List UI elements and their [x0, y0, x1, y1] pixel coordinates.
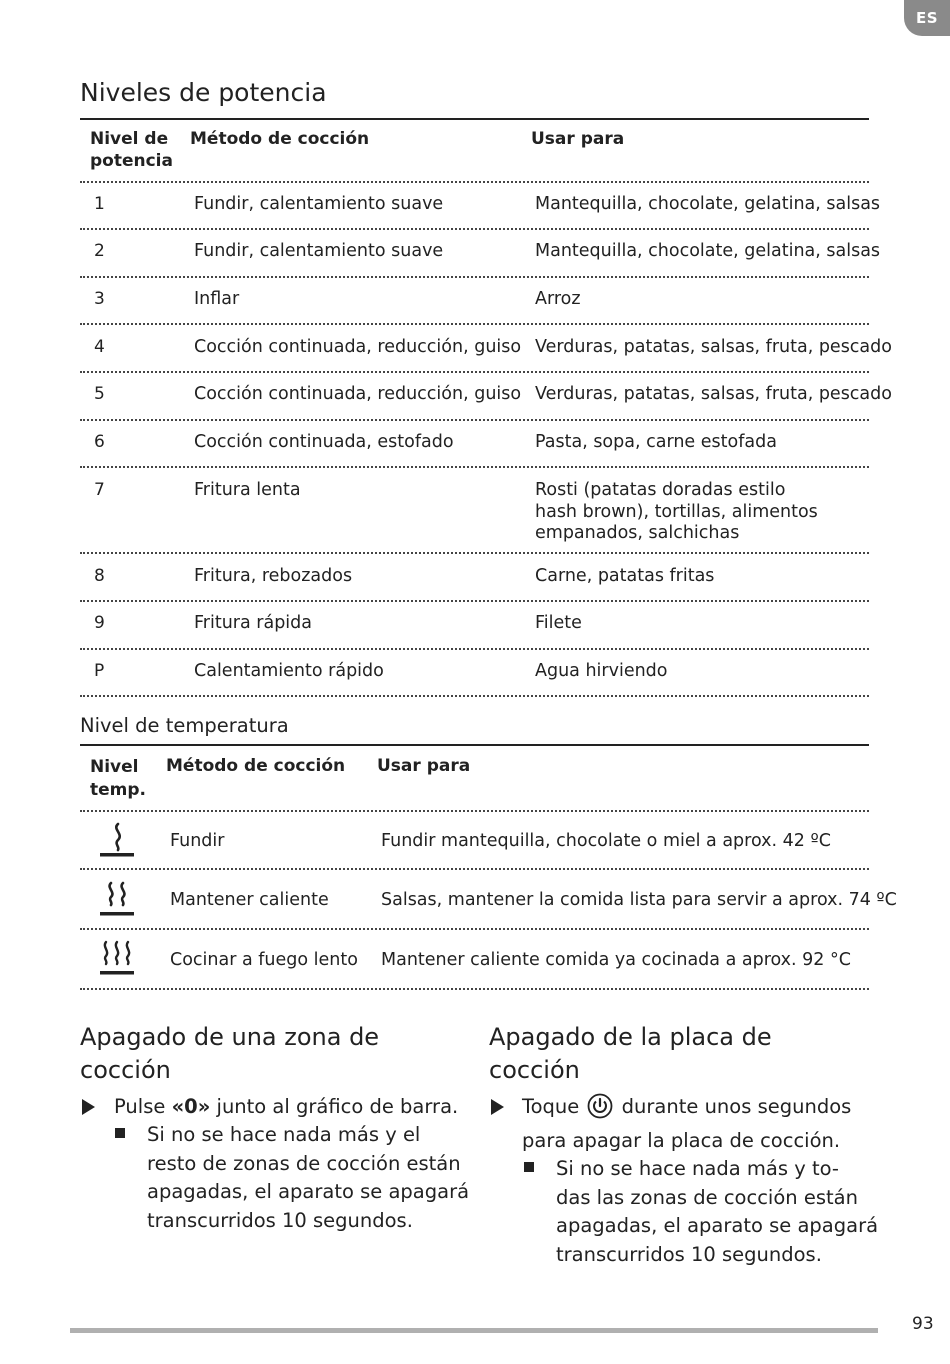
power-row-use: Rosti (patatas doradas estilo hash brown), tortillas, alimentos empanados, salchichas — [535, 480, 818, 543]
power-row-use: Arroz — [535, 289, 581, 309]
temperature-title: Nivel de temperatura — [80, 714, 289, 737]
power-row-method: Fundir, calentamiento suave — [194, 241, 444, 261]
row-divider — [80, 600, 869, 602]
table-top-rule — [80, 744, 869, 746]
row-divider — [80, 648, 869, 650]
row-divider — [80, 928, 869, 930]
temp-row-method: Mantener caliente — [170, 890, 329, 910]
zero-key: «0» — [171, 1095, 211, 1118]
power-row-level: 6 — [94, 432, 105, 452]
row-divider — [80, 988, 869, 990]
arrow-bullet-icon — [82, 1099, 95, 1115]
step-suffix: durante unos segundos — [621, 1095, 852, 1118]
footer-bar — [70, 1328, 878, 1333]
power-row-level: 1 — [94, 194, 105, 214]
power-row-use: Filete — [535, 613, 582, 633]
power-row-method: Inflar — [194, 289, 240, 309]
step-suffix: junto al gráfico de barra. — [210, 1095, 459, 1118]
temp-row-method: Cocinar a fuego lento — [170, 950, 358, 970]
step-prefix: Toque — [522, 1095, 580, 1118]
row-divider — [80, 228, 869, 230]
power-row-method: Calentamiento rápido — [194, 661, 384, 681]
header-method: Método de cocción — [190, 129, 370, 149]
power-row-level: 4 — [94, 337, 105, 357]
page-number: 93 — [912, 1314, 934, 1334]
power-row-level: 9 — [94, 613, 105, 633]
power-row-level: P — [94, 661, 105, 681]
power-row-level: 2 — [94, 241, 105, 261]
row-divider — [80, 181, 869, 183]
square-bullet-icon — [524, 1162, 534, 1172]
header-use: Usar para — [377, 756, 471, 776]
temp-row-use: Salsas, mantener la comida lista para servir a aprox. 74 ºC — [381, 890, 897, 910]
power-row-use: Mantequilla, chocolate, gelatina, salsas — [535, 241, 881, 261]
header-level: Nivel temp. — [90, 757, 146, 800]
header-level: Nivel de potencia — [90, 129, 173, 171]
power-row-level: 3 — [94, 289, 105, 309]
power-row-method: Fritura, rebozados — [194, 566, 353, 586]
power-row-method: Fundir, calentamiento suave — [194, 194, 444, 214]
power-levels-title: Niveles de potencia — [80, 78, 327, 107]
row-divider — [80, 466, 869, 468]
power-row-method: Fritura lenta — [194, 480, 301, 500]
row-divider — [80, 868, 869, 870]
power-row-use: Pasta, sopa, carne estofada — [535, 432, 777, 452]
right-step-line2: para apagar la placa de cocción. — [522, 1129, 841, 1152]
header-use: Usar para — [531, 129, 625, 149]
power-row-use: Verduras, patatas, salsas, fruta, pescado — [535, 337, 892, 357]
power-row-use: Mantequilla, chocolate, gelatina, salsas — [535, 194, 881, 214]
arrow-bullet-icon — [491, 1099, 504, 1115]
power-row-use: Agua hirviendo — [535, 661, 668, 681]
language-badge: ES — [904, 0, 950, 36]
steam-2-icon — [98, 879, 138, 919]
left-note: Si no se hace nada más y el resto de zonas de cocción están apagadas, el aparato se apagará transcurridos 10 segundos. — [147, 1123, 470, 1232]
row-divider — [80, 276, 869, 278]
row-divider — [80, 371, 869, 373]
power-row-use: Verduras, patatas, salsas, fruta, pescado — [535, 384, 892, 404]
square-bullet-icon — [115, 1128, 125, 1138]
row-divider — [80, 552, 869, 554]
power-row-level: 7 — [94, 480, 105, 500]
steam-1-icon — [98, 820, 138, 860]
temp-row-use: Fundir mantequilla, chocolate o miel a aprox. 42 ºC — [381, 831, 831, 851]
temp-row-method: Fundir — [170, 831, 225, 851]
right-note: Si no se hace nada más y to- das las zonas de cocción están apagadas, el aparato se apagará transcurridos 10 segundos. — [556, 1157, 879, 1266]
power-row-method: Cocción continuada, estofado — [194, 432, 454, 452]
right-step-text — [522, 1093, 851, 1122]
power-row-level: 8 — [94, 566, 105, 586]
left-section-title: Apagado de una zona de cocción — [80, 1023, 380, 1084]
left-step-text — [114, 1093, 458, 1122]
row-divider — [80, 323, 869, 325]
row-divider — [80, 419, 869, 421]
power-row-level: 5 — [94, 384, 105, 404]
power-row-use: Carne, patatas fritas — [535, 566, 715, 586]
temp-row-use: Mantener caliente comida ya cocinada a aprox. 92 °C — [381, 950, 851, 970]
power-row-method: Cocción continuada, reducción, guiso — [194, 337, 522, 357]
right-section-title: Apagado de la placa de cocción — [489, 1023, 772, 1084]
power-row-method: Fritura rápida — [194, 613, 313, 633]
row-divider — [80, 695, 869, 697]
power-icon — [587, 1093, 613, 1119]
header-method: Método de cocción — [166, 756, 346, 776]
row-divider — [80, 810, 869, 812]
steam-3-icon — [98, 938, 138, 978]
power-row-method: Cocción continuada, reducción, guiso — [194, 384, 522, 404]
step-prefix: Pulse — [114, 1095, 172, 1118]
table-top-rule — [80, 118, 869, 120]
